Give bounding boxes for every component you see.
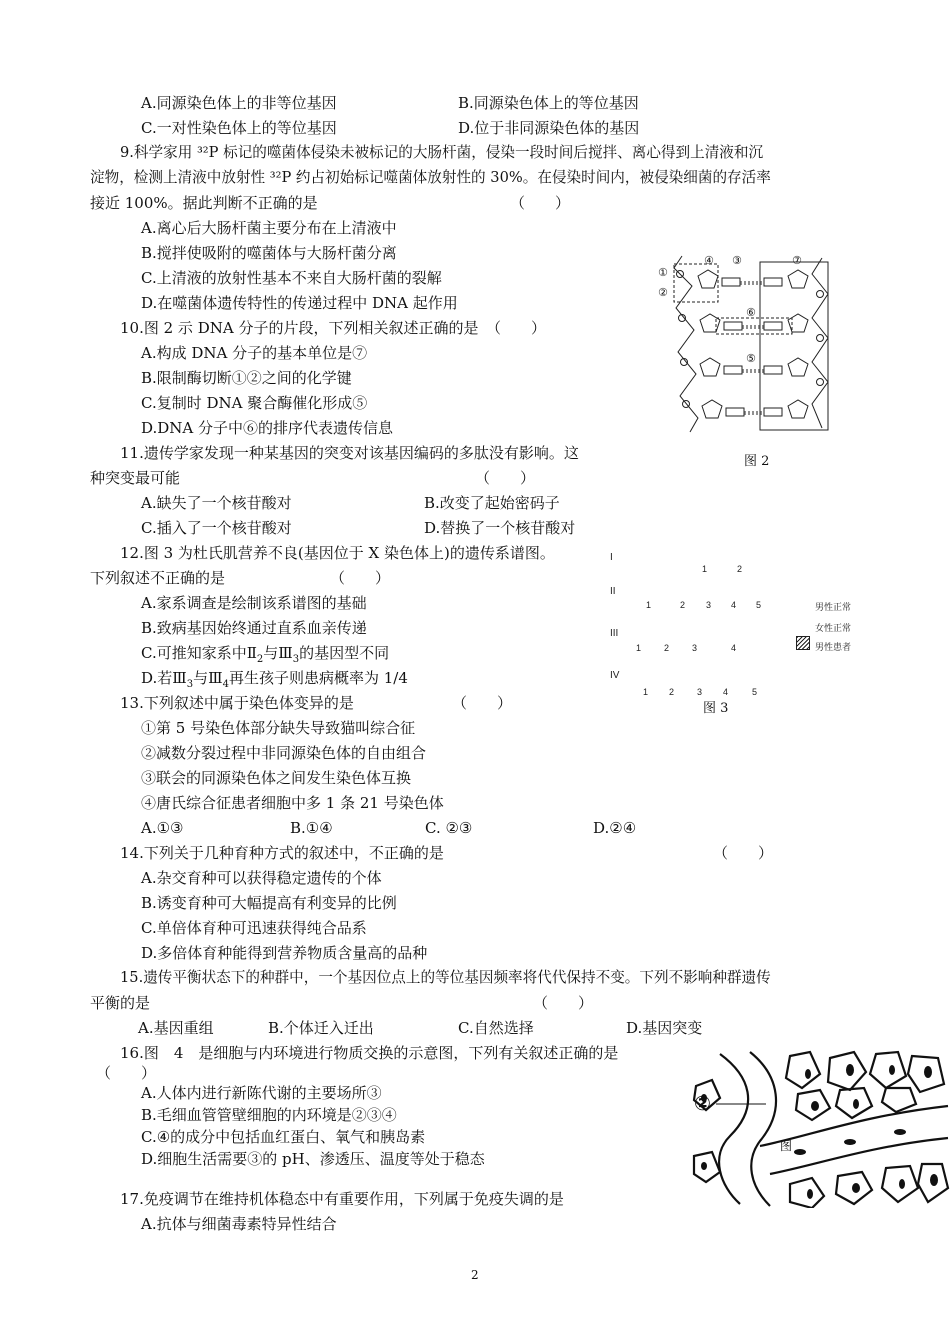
fig4-caption: 图	[780, 1139, 793, 1153]
figure3-caption: 图 3	[703, 701, 729, 716]
dna-label-2: ②	[658, 286, 668, 299]
q8-option-c: C.一对性染色体上的等位基因	[141, 119, 337, 137]
q13-option-a: A.①③	[141, 819, 184, 837]
legend-male-normal: 男性正常	[815, 602, 852, 612]
q9-stem-line3: 接近 100%。据此判断不正确的是	[90, 194, 318, 212]
q10-option-d: D.DNA 分子中⑥的排序代表遗传信息	[141, 419, 394, 437]
q13-option-c: C. ②③	[425, 819, 473, 837]
q10-option-b: B.限制酶切断①②之间的化学键	[141, 369, 352, 387]
g1-num: 2	[737, 564, 743, 574]
q14-answer-paren: （ ）	[713, 844, 774, 862]
q11-stem-line2: 种突变最可能	[90, 469, 181, 487]
dna-label-4: ④	[704, 254, 714, 267]
q11-option-c: C.插入了一个核苷酸对	[141, 519, 292, 537]
nucleotide-chain-box	[760, 262, 828, 430]
g2-num: 4	[731, 600, 737, 610]
g2-num: 1	[646, 600, 652, 610]
q13-option-b: B.①④	[290, 819, 333, 837]
q16-option-d: D.细胞生活需要③的 pH、渗透压、温度等处于稳态	[141, 1150, 485, 1168]
q12-answer-paren: （ ）	[330, 569, 391, 587]
q16-stem: 16.图 4 是细胞与内环境进行物质交换的示意图，下列有关叙述正确的是	[120, 1044, 619, 1062]
q14-option-a: A.杂交育种可以获得稳定遗传的个体	[141, 869, 382, 887]
g1-num: 1	[702, 564, 708, 574]
dna-figure	[652, 248, 837, 438]
q16-answer-paren: （ ）	[96, 1064, 157, 1082]
q10-option-c: C.复制时 DNA 聚合酶催化形成⑤	[141, 394, 368, 412]
q15-option-a: A.基因重组	[138, 1019, 214, 1037]
dna-label-1: ①	[658, 266, 668, 279]
q10-stem: 10.图 2 示 DNA 分子的片段，下列相关叙述正确的是 （ ）	[120, 319, 546, 337]
q16-option-a: A.人体内进行新陈代谢的主要场所③	[141, 1084, 382, 1102]
q14-option-b: B.诱变育种可大幅提高有利变异的比例	[141, 894, 397, 912]
g3-num: 1	[636, 643, 642, 653]
q11-stem-line1: 11.遗传学家发现一种某基因的突变对该基因编码的多肽没有影响。这	[120, 444, 579, 462]
q11-option-b: B.改变了起始密码子	[424, 494, 560, 512]
g4-num: 4	[723, 687, 729, 697]
q14-stem: 14.下列关于几种育种方式的叙述中，不正确的是	[120, 844, 444, 862]
tissue-exchange-figure	[690, 1046, 950, 1208]
figure2-caption: 图 2	[744, 454, 770, 469]
fig4-label-2: ②	[694, 1091, 711, 1115]
g4-num: 5	[752, 687, 758, 697]
q11-option-a: A.缺失了一个核苷酸对	[141, 494, 292, 512]
gen-label-4: IV	[610, 670, 620, 681]
q15-option-c: C.自然选择	[458, 1019, 534, 1037]
g4-num: 1	[643, 687, 649, 697]
q12-option-d: D.若$Ⅲ_3$与$Ⅲ_4$再生孩子则患病概率为 1/4	[141, 669, 408, 690]
q12-option-c: C.可推知家系中$Ⅱ_2$与$Ⅲ_3$的基因型不同	[141, 644, 390, 665]
g3-num: 4	[731, 643, 737, 653]
q13-item-1: ①第 5 号染色体部分缺失导致猫叫综合征	[141, 719, 416, 737]
q13-option-d: D.②④	[593, 819, 637, 837]
q15-stem-line2: 平衡的是	[90, 994, 151, 1012]
q16-option-c: C.④的成分中包括血红蛋白、氧气和胰岛素	[141, 1128, 426, 1146]
q9-stem-line1: 9.科学家用 ³²P 标记的噬菌体侵染未被标记的大肠杆菌，侵染一段时间后搅拌、离心得到上清液和沉	[120, 144, 764, 161]
pedigree-figure	[606, 548, 866, 718]
q13-item-2: ②减数分裂过程中非同源染色体的自由组合	[141, 744, 427, 762]
q9-option-b: B.搅拌使吸附的噬菌体与大肠杆菌分离	[141, 244, 397, 262]
q13-stem: 13.下列叙述中属于染色体变异的是	[120, 694, 354, 712]
g2-num: 5	[756, 600, 762, 610]
q8-option-a: A.同源染色体上的非等位基因	[141, 94, 337, 112]
g2-num: 3	[706, 600, 712, 610]
q17-stem: 17.免疫调节在维持机体稳态中有重要作用，下列属于免疫失调的是	[120, 1190, 564, 1208]
q9-answer-paren: （ ）	[510, 194, 571, 212]
q15-option-d: D.基因突变	[626, 1019, 703, 1037]
g4-num: 2	[669, 687, 675, 697]
gen-label-2: II	[610, 586, 616, 597]
q16-option-b: B.毛细血管管壁细胞的内环境是②③④	[141, 1106, 397, 1124]
dna-label-3: ③	[732, 254, 742, 267]
dna-label-6: ⑥	[746, 306, 756, 319]
gen-label-1: I	[610, 552, 613, 563]
page-number: 2	[471, 1268, 479, 1282]
q14-option-c: C.单倍体育种可迅速获得纯合品系	[141, 919, 367, 937]
q9-option-d: D.在噬菌体遗传特性的传递过程中 DNA 起作用	[141, 294, 458, 312]
q17-option-a: A.抗体与细菌毒素特异性结合	[141, 1215, 337, 1233]
q12-stem-line2: 下列叙述不正确的是	[90, 569, 226, 587]
q14-option-d: D.多倍体育种能得到营养物质含量高的品种	[141, 944, 428, 962]
legend-female-normal: 女性正常	[815, 623, 852, 633]
g3-num: 3	[692, 643, 698, 653]
q11-option-d: D.替换了一个核苷酸对	[424, 519, 576, 537]
q10-option-a: A.构成 DNA 分子的基本单位是⑦	[141, 344, 368, 362]
q13-item-4: ④唐氏综合征患者细胞中多 1 条 21 号染色体	[141, 794, 444, 812]
q11-answer-paren: （ ）	[475, 469, 536, 487]
legend-male-affected: 男性患者	[815, 642, 852, 652]
q12-option-b: B.致病基因始终通过直系血亲传递	[141, 619, 367, 637]
gen-label-3: III	[610, 628, 619, 639]
q13-item-3: ③联会的同源染色体之间发生染色体互换	[141, 769, 412, 787]
q8-option-b: B.同源染色体上的等位基因	[458, 94, 639, 112]
q9-option-a: A.离心后大肠杆菌主要分布在上清液中	[141, 219, 397, 237]
q13-answer-paren: （ ）	[452, 694, 513, 712]
g3-num: 2	[664, 643, 670, 653]
q15-option-b: B.个体迁入迁出	[268, 1019, 374, 1037]
dna-label-5: ⑤	[746, 352, 756, 365]
q12-stem-line1: 12.图 3 为杜氏肌营养不良(基因位于 X 染色体上)的遗传系谱图。	[120, 544, 555, 562]
q9-option-c: C.上清液的放射性基本不来自大肠杆菌的裂解	[141, 269, 442, 287]
q9-stem-line2: 淀物，检测上清液中放射性 ³²P 约占初始标记噬菌体放射性的 30%。在侵染时间内，被侵染细菌的存活率	[90, 169, 771, 186]
affected-male-symbol	[796, 636, 810, 650]
g2-num: 2	[680, 600, 686, 610]
q15-answer-paren: （ ）	[533, 994, 594, 1012]
dna-label-7: ⑦	[792, 254, 802, 267]
q8-option-d: D.位于非同源染色体的基因	[458, 119, 640, 137]
q12-option-a: A.家系调查是绘制该系谱图的基础	[141, 594, 367, 612]
q15-stem-line1: 15.遗传平衡状态下的种群中，一个基因位点上的等位基因频率将代代保持不变。下列不影响种群遗传	[120, 969, 771, 986]
g4-num: 3	[697, 687, 703, 697]
